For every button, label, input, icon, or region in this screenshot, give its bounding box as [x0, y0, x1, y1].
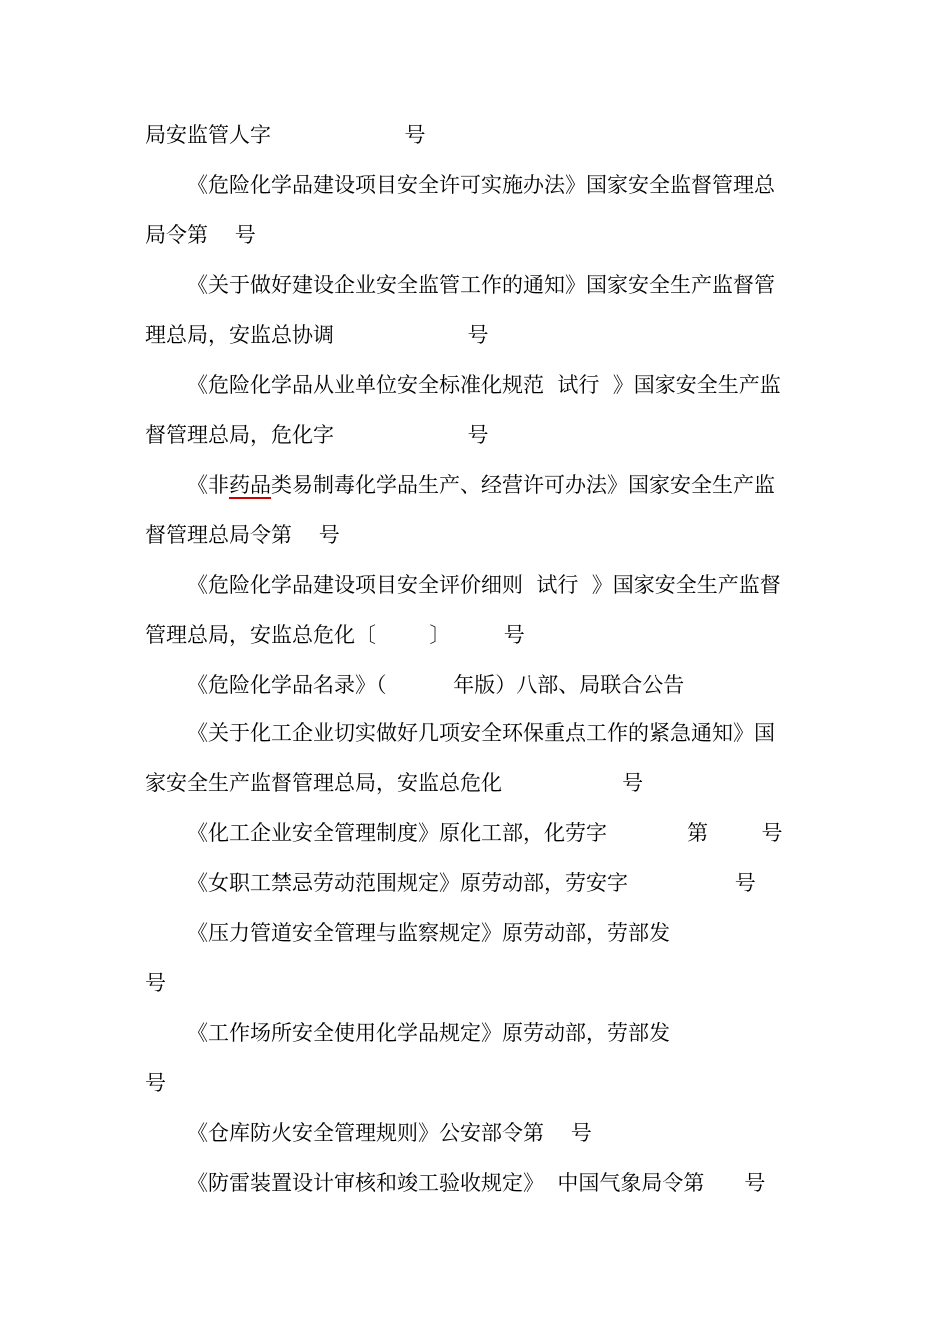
- text-line: 《关于做好建设企业安全监管工作的通知》国家安全生产监督管: [187, 273, 775, 297]
- text-line: 《压力管道安全管理与监察规定》原劳动部，劳部发: [187, 921, 670, 945]
- text-line: 督管理总局令第 号: [145, 523, 340, 547]
- text-line: [187, 470, 775, 500]
- text-fragment: 类易制毒化学品生产、经营许可办法》国家安全生产监: [271, 473, 775, 497]
- text-line: 《关于化工企业切实做好几项安全环保重点工作的紧急通知》国: [187, 721, 775, 745]
- text-line: 《女职工禁忌劳动范围规定》原劳动部，劳安字 号: [187, 871, 756, 895]
- text-line: 《危险化学品建设项目安全许可实施办法》国家安全监督管理总: [187, 173, 775, 197]
- text-line: 《化工企业安全管理制度》原化工部，化劳字 第 号: [187, 821, 783, 845]
- text-line: 《危险化学品名录》（ 年版）八部、局联合公告: [187, 673, 685, 697]
- text-line: 家安全生产监督管理总局，安监总危化 号: [145, 771, 644, 795]
- text-line: 《危险化学品建设项目安全评价细则 试行 》国家安全生产监督: [187, 573, 781, 597]
- text-line: 局安监管人字 号: [145, 123, 426, 147]
- spellcheck-underlined-word: 药品: [229, 473, 271, 497]
- text-line: 《工作场所安全使用化学品规定》原劳动部，劳部发: [187, 1021, 670, 1045]
- text-line: 理总局，安监总协调 号: [145, 323, 489, 347]
- text-line: 号: [145, 1071, 166, 1095]
- text-line: 《危险化学品从业单位安全标准化规范 试行 》国家安全生产监: [187, 373, 781, 397]
- text-line: 号: [145, 971, 166, 995]
- text-line: 管理总局，安监总危化〔 〕 号: [145, 623, 525, 647]
- text-line: 督管理总局，危化字 号: [145, 423, 489, 447]
- text-line: 《防雷装置设计审核和竣工验收规定》 中国气象局令第 号: [187, 1171, 766, 1195]
- text-line: 《仓库防火安全管理规则》公安部令第 号: [187, 1121, 592, 1145]
- text-fragment: 《非: [187, 473, 229, 497]
- text-line: 局令第 号: [145, 223, 256, 247]
